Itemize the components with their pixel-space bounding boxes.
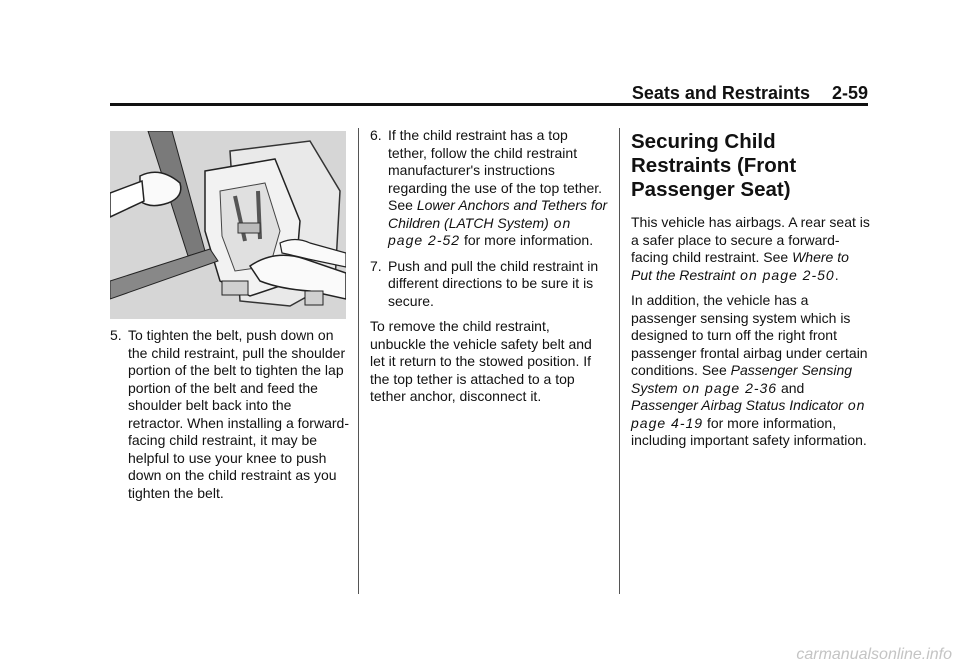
left-column	[110, 327, 350, 502]
xref-passenger-sensing-page[interactable]: on page 2-36	[677, 379, 778, 396]
right-column	[631, 130, 871, 450]
step-7-number: 7.	[370, 257, 382, 274]
step-6-text	[388, 127, 608, 250]
header-rule	[110, 103, 868, 106]
xref-latch[interactable]: Lower Anchors and Tethers for Children (LATCH System)	[388, 197, 608, 231]
section-title: Seats and Restraints	[631, 83, 810, 103]
step-5-text: To tighten the belt, push down on the child restraint, pull the shoulder portion of the belt to tighten the lap portion of the belt and feed the shoulder belt back into the retractor. When installing a forward-facing child restraint, it may be helpful to use your knee to push down on the child restraint as you tighten the belt.	[128, 327, 349, 501]
step-6-intro: If the child restraint has a top tether, follow the child restraint manufacturer's instructions regarding the use of the top tether. See	[388, 127, 603, 213]
step-7	[370, 258, 608, 311]
middle-column	[370, 127, 608, 406]
xref-passenger-sensing[interactable]: Passenger Sensing System	[631, 362, 853, 396]
airbag-paragraph-text: This vehicle has airbags. A rear seat is a safer place to secure a forward-facing child restraint. See	[631, 214, 870, 265]
xref-latch-page[interactable]: on page 2-52	[388, 214, 572, 248]
section-heading: Securing Child Restraints (Front Passenger Seat)	[631, 130, 797, 201]
step-6	[370, 127, 608, 250]
sensing-paragraph-and: and	[777, 379, 805, 396]
child-restraint-illustration	[110, 131, 346, 319]
page-header	[110, 83, 868, 104]
watermark: carmanualsonline.info	[796, 646, 952, 663]
column-divider-left	[358, 128, 359, 594]
step-7-text: Push and pull the child restraint in different directions to be sure it is secure.	[388, 257, 599, 309]
step-6-end: for more information.	[460, 232, 594, 248]
child-seat-drawing	[110, 131, 346, 319]
sensing-paragraph-end: for more information, including important safety information.	[631, 414, 867, 448]
column-divider-right	[619, 128, 620, 594]
step-6-number: 6.	[370, 127, 382, 143]
step-5-number: 5.	[110, 327, 122, 343]
remove-restraint-paragraph: To remove the child restraint, unbuckle the vehicle safety belt and let it return to the stowed position. If the top tether is attached to a top tether anchor, disconnect it.	[370, 318, 592, 404]
sensing-paragraph-text: In addition, the vehicle has a passenger sensing system which is designed to turn off the right front passenger frontal airbag under certain conditions. See	[631, 292, 868, 378]
sensing-paragraph	[631, 292, 871, 450]
step-5	[110, 327, 350, 502]
page-number: 2-59	[831, 83, 868, 103]
xref-where-to-put[interactable]: Where to Put the Restraint	[631, 249, 849, 283]
airbag-paragraph-end: .	[834, 266, 839, 283]
xref-airbag-status[interactable]: Passenger Airbag Status Indicator	[631, 397, 843, 413]
xref-airbag-status-page[interactable]: on page 4-19	[631, 397, 866, 431]
airbag-paragraph	[631, 214, 871, 284]
xref-where-to-put-page[interactable]: on page 2-50	[735, 266, 835, 283]
